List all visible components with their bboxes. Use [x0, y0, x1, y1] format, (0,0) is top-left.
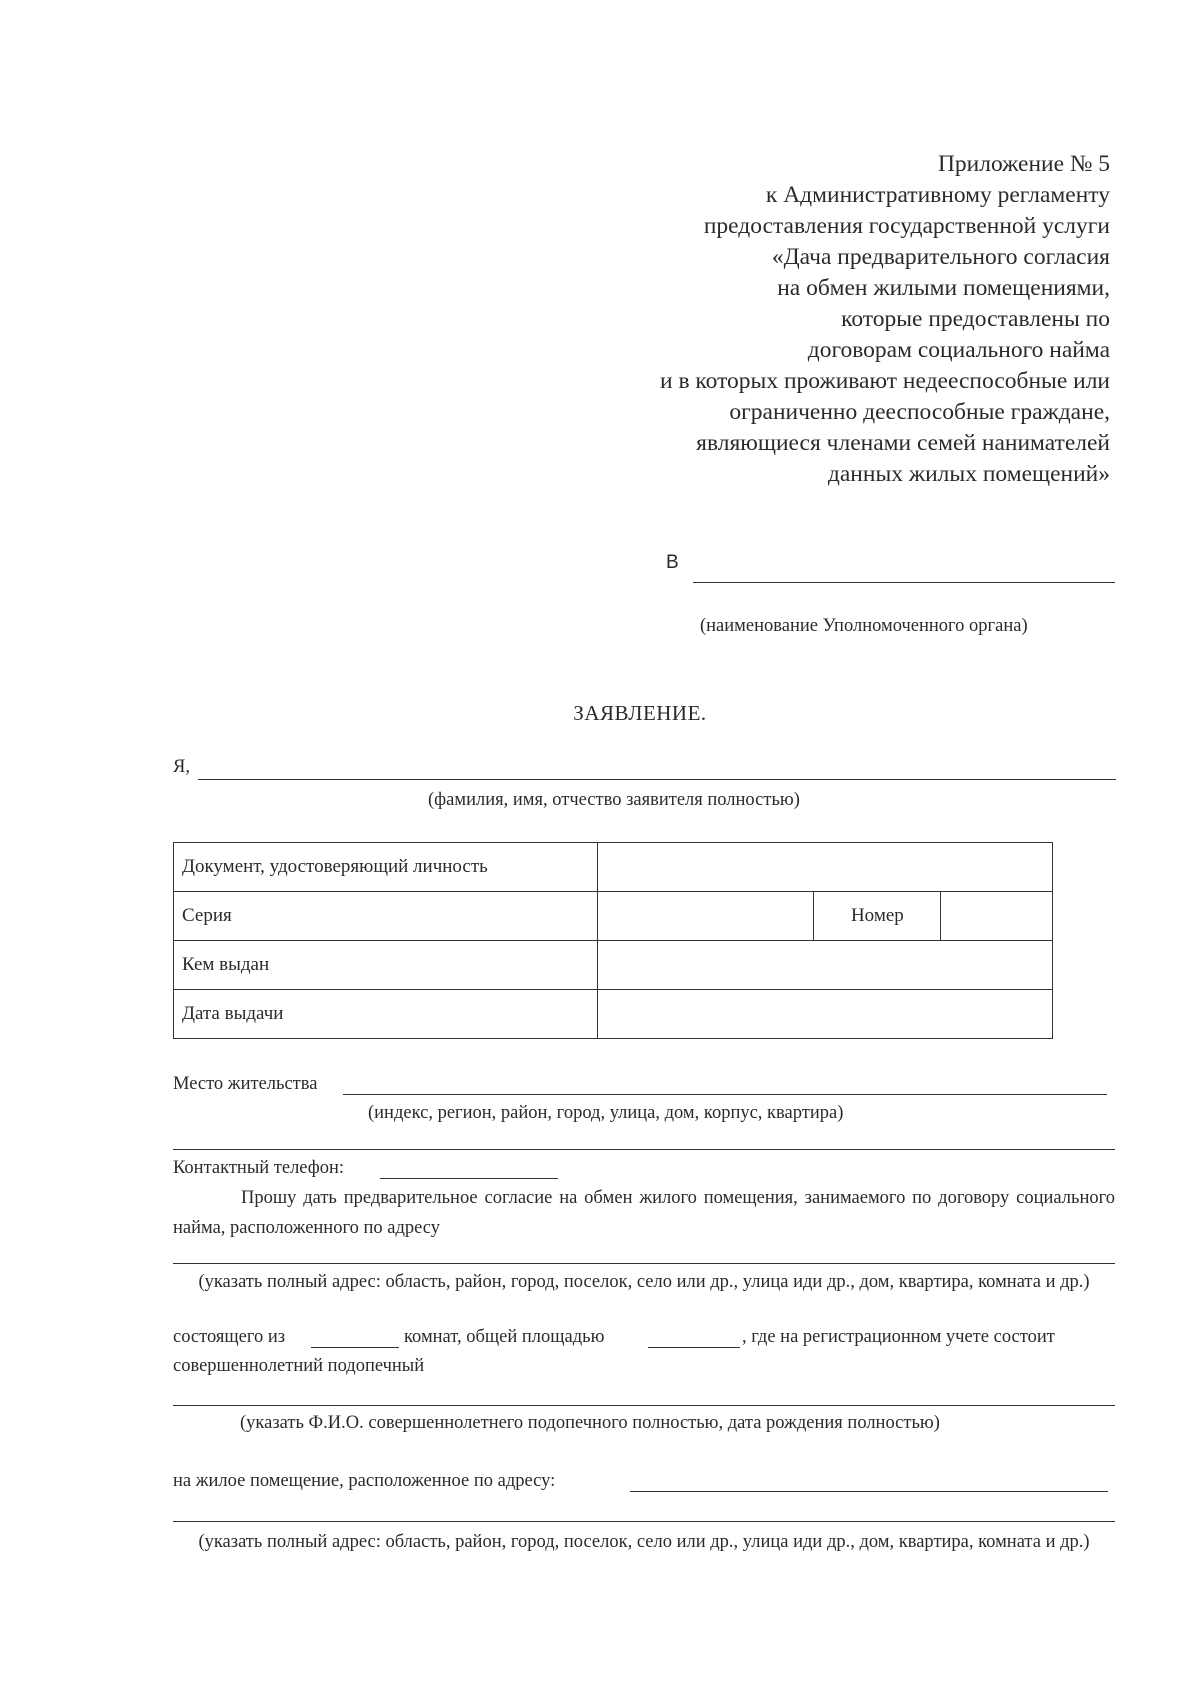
identity-document-table [173, 842, 1053, 1039]
rooms-text-part2: комнат, общей площадью [404, 1327, 605, 1347]
residence-label: Место жительства [173, 1074, 318, 1094]
series-value-cell[interactable] [598, 892, 814, 941]
table-row [174, 892, 1053, 941]
request-address-field[interactable] [173, 1263, 1115, 1264]
residence-field-line2[interactable] [173, 1149, 1115, 1150]
residence-field[interactable] [343, 1094, 1107, 1095]
applicant-name-field[interactable] [198, 779, 1116, 780]
phone-label: Контактный телефон: [173, 1158, 345, 1178]
appendix-line: Приложение № 5 [937, 151, 1110, 177]
appendix-line: «Дача предварительного согласия [771, 244, 1110, 270]
document-title: ЗАЯВЛЕНИЕ. [573, 701, 707, 725]
issued-by-value-cell[interactable] [598, 941, 1053, 990]
appendix-header [510, 149, 1110, 490]
rooms-text-part4: совершеннолетний подопечный [173, 1356, 425, 1376]
appendix-line: и в которых проживают недееспособные или [660, 368, 1110, 394]
table-row [174, 843, 1053, 892]
applicant-caption: (фамилия, имя, отчество заявителя полностью) [428, 790, 800, 810]
rooms-count-field[interactable] [311, 1347, 399, 1348]
table-row [174, 990, 1053, 1039]
appendix-line: договорам социального найма [807, 337, 1110, 363]
appendix-line: на обмен жилыми помещениями, [777, 275, 1110, 301]
issue-date-value-cell[interactable] [598, 990, 1053, 1039]
residence-caption: (индекс, регион, район, город, улица, дом, корпус, квартира) [368, 1103, 844, 1123]
target-address-label: на жилое помещение, расположенное по адресу: [173, 1471, 556, 1491]
issued-by-label: Кем выдан [174, 941, 598, 990]
table-row [174, 941, 1053, 990]
recipient-prefix: В [666, 552, 679, 573]
ward-caption: (указать Ф.И.О. совершеннолетнего подопечного полностью, дата рождения полностью) [240, 1413, 940, 1433]
number-label: Номер [814, 892, 941, 941]
series-label: Серия [174, 892, 598, 941]
appendix-line: ограниченно дееспособные граждане, [729, 399, 1110, 425]
appendix-line: данных жилых помещений» [827, 461, 1110, 487]
recipient-field[interactable] [693, 582, 1115, 583]
number-value-cell[interactable] [941, 892, 1053, 941]
phone-field[interactable] [380, 1178, 558, 1179]
recipient-caption: (наименование Уполномоченного органа) [700, 616, 1028, 636]
ward-name-field[interactable] [173, 1405, 1115, 1406]
request-address-caption: (указать полный адрес: область, район, город, поселок, село или др., улица иди др., дом, квартира, комната и др.) [198, 1272, 1090, 1292]
area-field[interactable] [648, 1347, 740, 1348]
request-paragraph: Прошу дать предварительное согласие на обмен жилого помещения, занимаемого по договору социального найма, расположенного по адресу [173, 1188, 1115, 1238]
target-address-field-line2[interactable] [173, 1521, 1115, 1522]
appendix-line: к Административному регламенту [765, 182, 1110, 208]
target-address-caption: (указать полный адрес: область, район, город, поселок, село или др., улица иди др., дом, квартира, комната и др.) [198, 1532, 1090, 1552]
appendix-line: являющиеся членами семей нанимателей [696, 430, 1110, 456]
document-label: Документ, удостоверяющий личность [174, 843, 598, 892]
document-value-cell[interactable] [598, 843, 1053, 892]
rooms-text-part1: состоящего из [173, 1327, 286, 1347]
appendix-line: которые предоставлены по [841, 306, 1110, 332]
rooms-text-part3: , где на регистрационном учете состоит [742, 1327, 1055, 1347]
issue-date-label: Дата выдачи [174, 990, 598, 1039]
appendix-line: предоставления государственной услуги [703, 213, 1110, 239]
applicant-prefix: Я, [173, 757, 190, 777]
target-address-field[interactable] [630, 1491, 1108, 1492]
